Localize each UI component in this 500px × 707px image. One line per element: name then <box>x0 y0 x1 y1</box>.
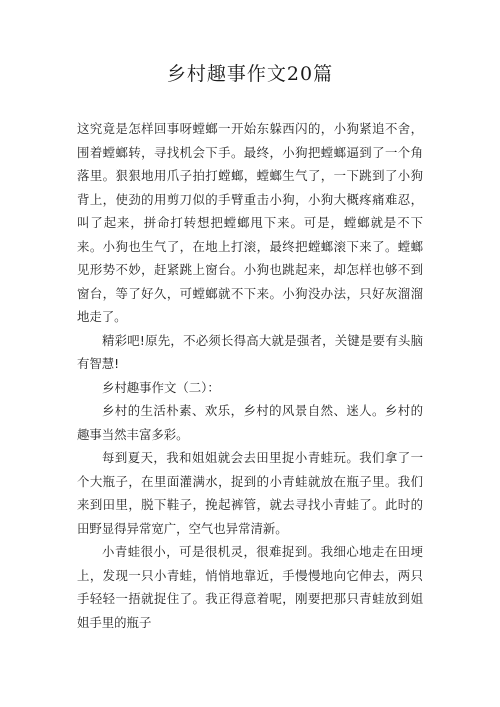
paragraph-5: 小青蛙很小，可是很机灵，很难捉到。我细心地走在田埂上，发现一只小青蛙，悄悄地靠近，手慢慢地向它伸去，两只手轻轻一捂就捉住了。我正得意着呢，刚要把那只青蛙放到姐姐手里的瓶子 <box>77 544 423 630</box>
document-body <box>77 117 423 634</box>
paragraph-1: 这究竟是怎样回事呀螳螂一开始东躲西闪的，小狗紧追不舍，围着螳螂转，寻找机会下手。最终，小狗把螳螂逼到了一个角落里。狠狠地用爪子拍打螳螂，螳螂生气了，一下跳到了小狗背上，使劲的用剪刀似的手臂重击小狗，小狗大概疼痛难忍，叫了起来，拼命打转想把螳螂甩下来。可是，螳螂就是不下来。小狗也生气了，在地上打滚，最终把螳螂滚下来了。螳螂见形势不妙，赶紧跳上窗台。小狗也跳起来，却怎样也够不到窗台，等了好久，可螳螂就不下来。小狗没办法，只好灰溜溜地走了。 <box>77 121 423 324</box>
section-heading: 乡村趣事作文（二）： <box>102 379 220 395</box>
paragraph-3: 乡村的生活朴素、欢乐，乡村的风景自然、迷人。乡村的趣事当然丰富多彩。 <box>77 403 423 442</box>
paragraph-4: 每到夏天，我和姐姐就会去田里捉小青蛙玩。我们拿了一个大瓶子，在里面灌满水，捉到的小青蛙就放在瓶子里。我们来到田里，脱下鞋子，挽起裤管，就去寻找小青蛙了。此时的田野显得异常宽广，空气也异常清新。 <box>77 450 423 536</box>
paragraph-2: 精彩吧!原先，不必须长得高大就是强者，关键是要有头脑有智慧! <box>77 332 423 371</box>
document-title: 乡村趣事作文20篇 <box>166 63 334 85</box>
